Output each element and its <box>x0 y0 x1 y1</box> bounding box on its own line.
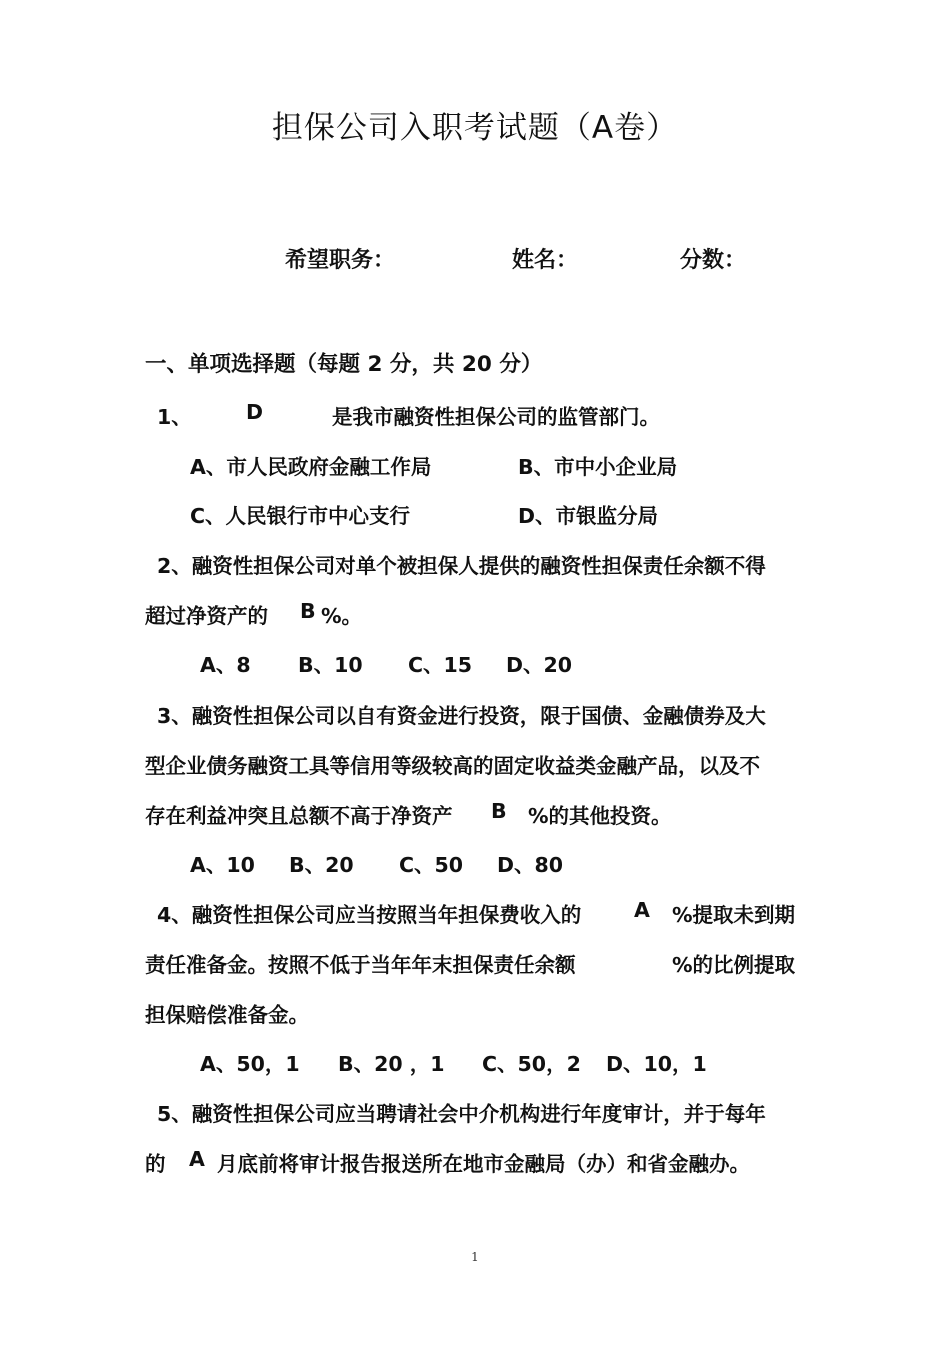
document-title: 担保公司入职考试题（A卷） <box>271 110 679 146</box>
position-label: 希望职务： <box>285 248 396 273</box>
score-label: 分数： <box>680 248 747 273</box>
q5-line-1: 5、融资性担保公司应当聘请社会中介机构进行年度审计，并于每年 <box>157 1102 766 1126</box>
q1-text: 是我市融资性担保公司的监管部门。 <box>332 405 660 429</box>
q4-line-3: 担保赔偿准备金。 <box>145 1003 309 1027</box>
page-number: 1 <box>471 1250 479 1264</box>
q3-option-c: C、50 <box>399 853 464 877</box>
q2-line-2-pre: 超过净资产的 <box>145 604 268 628</box>
section-heading: 一、单项选择题（每题 2 分，共 20 分） <box>145 352 543 377</box>
q1-option-d: D、市银监分局 <box>518 504 659 528</box>
q3-line-1: 3、融资性担保公司以自有资金进行投资，限于国债、金融债券及大 <box>157 704 766 728</box>
q3-option-a: A、10 <box>190 853 255 877</box>
q4-option-d: D、10，1 <box>606 1052 707 1076</box>
q3-option-d: D、80 <box>497 853 564 877</box>
name-label: 姓名： <box>512 248 579 273</box>
q4-line-2-pre: 责任准备金。按照不低于当年年末担保责任余额 <box>145 953 576 977</box>
q4-option-c: C、50，2 <box>482 1052 581 1076</box>
q4-line-2-post: %的比例提取 <box>672 953 796 977</box>
q3-option-b: B、20 <box>289 853 354 877</box>
q5-line-2-post: 月底前将审计报告报送所在地市金融局（办）和省金融办。 <box>217 1152 750 1176</box>
q4-answer: A <box>634 898 650 922</box>
q3-line-3-post: %的其他投资。 <box>528 804 672 828</box>
q4-option-b: B、20 ，1 <box>338 1052 445 1076</box>
q4-option-a: A、50，1 <box>200 1052 300 1076</box>
q1-number: 1、 <box>157 405 192 429</box>
q2-option-a: A、8 <box>200 653 251 677</box>
q1-option-a: A、市人民政府金融工作局 <box>190 455 432 479</box>
q5-line-2-pre: 的 <box>145 1152 166 1176</box>
q2-line-1: 2、融资性担保公司对单个被担保人提供的融资性担保责任余额不得 <box>157 554 766 578</box>
q5-answer: A <box>189 1147 205 1171</box>
q2-option-b: B、10 <box>298 653 363 677</box>
q3-line-2: 型企业债务融资工具等信用等级较高的固定收益类金融产品，以及不 <box>145 754 760 778</box>
q3-answer: B <box>491 799 507 823</box>
q2-option-c: C、15 <box>408 653 473 677</box>
q4-line-1-pre: 4、融资性担保公司应当按照当年担保费收入的 <box>157 903 582 927</box>
q3-line-3-pre: 存在利益冲突且总额不高于净资产 <box>145 804 453 828</box>
q4-line-1-post: %提取未到期 <box>672 903 796 927</box>
q1-option-c: C、人民银行市中心支行 <box>190 504 411 528</box>
q2-option-d: D、20 <box>506 653 573 677</box>
q1-answer: D <box>246 400 264 424</box>
q2-line-2-post: %。 <box>321 604 363 628</box>
q1-option-b: B、市中小企业局 <box>518 455 678 479</box>
q2-answer: B <box>300 599 316 623</box>
